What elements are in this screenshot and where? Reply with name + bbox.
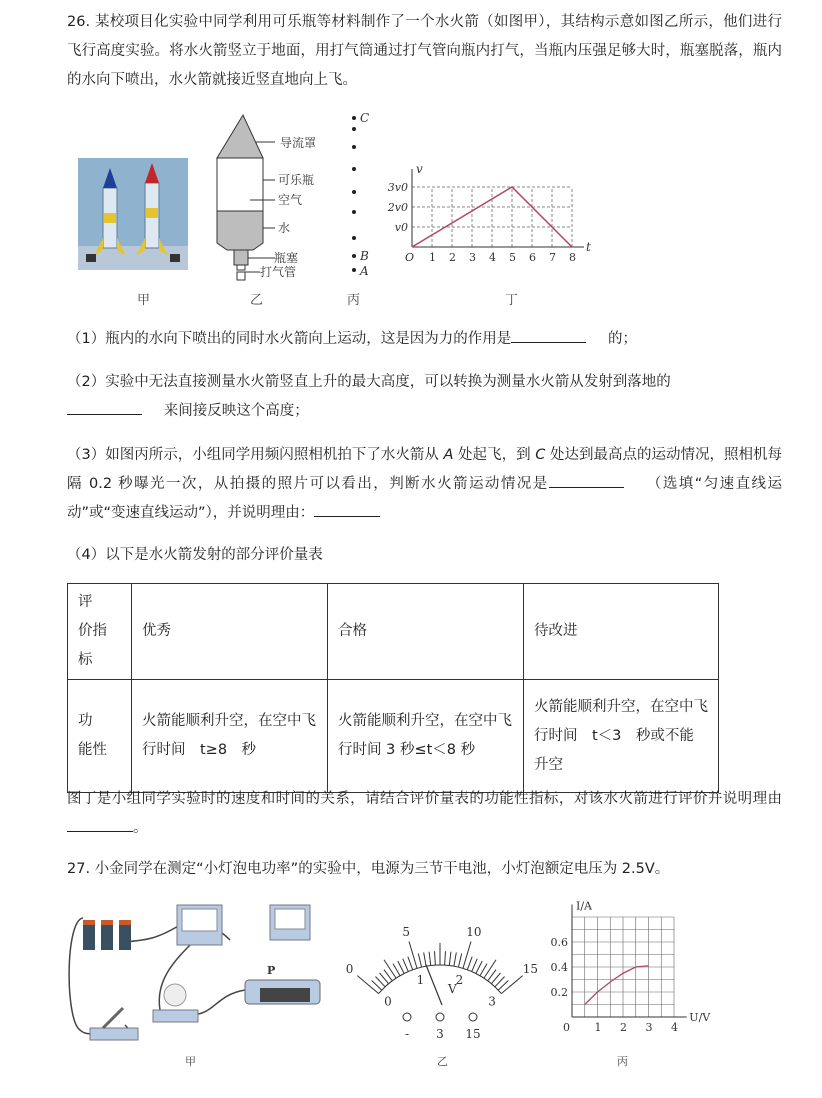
- table-cell: 功 能性: [68, 680, 132, 793]
- table-cell: 火箭能顺利升空，在空中飞行时间 3 秒≤t＜8 秒: [328, 680, 524, 793]
- table-cell: 评 价指标: [68, 584, 132, 680]
- x-tick-label: 1: [429, 251, 436, 264]
- y-axis-label: v: [416, 162, 423, 176]
- x-tick-label: 0: [563, 1021, 570, 1034]
- y-tick-label: v0: [394, 221, 408, 234]
- figure-label-yi: 乙: [250, 293, 264, 308]
- scale-label-15v: 15: [522, 962, 539, 977]
- answer-blank-3a[interactable]: [549, 473, 624, 488]
- rheostat: [245, 980, 320, 1004]
- table-cell: 合格: [328, 584, 524, 680]
- voltmeter: [270, 905, 310, 940]
- water-rocket-photo: [78, 158, 188, 270]
- x-tick-label: 8: [569, 251, 576, 264]
- terminal-label: -: [404, 1027, 410, 1041]
- scale-tick: [454, 952, 456, 966]
- voltmeter-dial: [340, 920, 540, 1045]
- scale-label-15v: 5: [402, 924, 410, 939]
- table-cell: 优秀: [132, 584, 328, 680]
- figure-label-bing: 丙: [347, 293, 361, 308]
- scale-tick: [449, 952, 451, 966]
- terminal-label: 3: [436, 1027, 444, 1041]
- meter-needle: [426, 964, 442, 1005]
- y-tick-label: 2v0: [387, 201, 408, 214]
- evaluation-table: [67, 583, 719, 793]
- scale-tick: [424, 952, 426, 966]
- label-water: 水: [278, 221, 291, 235]
- point-c-label: C: [360, 111, 370, 125]
- y-tick-label: 0.2: [550, 986, 568, 999]
- answer-blank-3b[interactable]: [314, 502, 380, 517]
- terminal-3: [436, 1013, 444, 1021]
- answer-blank-2[interactable]: [67, 400, 142, 415]
- figure-label-27-jia: 甲: [185, 1055, 196, 1068]
- x-tick-label: 2: [449, 251, 456, 264]
- x-tick-label: 6: [529, 251, 536, 264]
- point-b-label: B: [360, 249, 369, 263]
- scale-label-15v: 10: [466, 924, 482, 939]
- y-tick-label: 0.4: [550, 961, 568, 974]
- scale-label-3v: 2: [455, 972, 464, 987]
- scale-tick: [476, 961, 482, 974]
- scale-tick: [435, 951, 436, 965]
- point-a-label: A: [360, 264, 369, 278]
- x-axis-label: t: [586, 240, 591, 254]
- label-pump-tube: 打气管: [260, 265, 297, 279]
- scale-label-3v: 3: [488, 994, 496, 1009]
- scale-label-3v: 0: [384, 994, 392, 1009]
- scale-tick: [480, 964, 487, 976]
- scale-tick: [418, 954, 421, 968]
- x-tick-label: 4: [671, 1021, 678, 1034]
- scale-tick: [408, 957, 413, 970]
- y-tick-label: 0.6: [550, 936, 568, 949]
- label-air: 空气: [278, 193, 303, 207]
- slider-p-label: P: [267, 964, 276, 977]
- terminal-label: 15: [465, 1027, 481, 1041]
- x-tick-label: 5: [509, 251, 516, 264]
- current-voltage-chart: [545, 895, 715, 1035]
- y-tick-label: 3v0: [387, 181, 408, 194]
- terminal-15: [469, 1013, 477, 1021]
- y-axis-label: I/A: [576, 899, 592, 913]
- figure-label-ding: 丁: [505, 293, 519, 308]
- x-tick-label: 1: [594, 1021, 602, 1034]
- scale-arc: [379, 965, 502, 994]
- question-26-4-intro: （4）以下是水火箭发射的部分评价量表: [67, 547, 323, 563]
- scale-tick: [393, 964, 400, 976]
- label-bottle: 可乐瓶: [278, 173, 315, 187]
- answer-blank-1[interactable]: [511, 328, 586, 343]
- question-26-2: （2）实验中无法直接测量水火箭竖直上升的最大高度，可以转换为测量水火箭从发射到落地的 来间接反映这个高度；: [67, 374, 671, 419]
- battery-pack: [83, 920, 131, 950]
- table-header-row: [68, 584, 719, 680]
- x-tick-label: 7: [549, 251, 556, 264]
- figure-label-27-yi: 乙: [437, 1055, 448, 1068]
- velocity-time-chart: [372, 160, 612, 270]
- table-cell: 火箭能顺利升空，在空中飞行时间 t＜3 秒或不能升空: [524, 680, 719, 793]
- circuit-diagram: [65, 900, 335, 1050]
- scale-label-3v: 1: [416, 972, 425, 987]
- x-tick-label: 4: [489, 251, 496, 264]
- table-cell: 待改进: [524, 584, 719, 680]
- table-cell: 火箭能顺利升空，在空中飞行时间 t≥8 秒: [132, 680, 328, 793]
- question-26-4-prompt: 图丁是小组同学实验时的速度和时间的关系，请结合评价量表的功能性指标，对该水火箭进行评价并说明理由。: [67, 791, 782, 836]
- label-stopper: 瓶塞: [274, 251, 299, 265]
- ammeter: [177, 905, 222, 945]
- scale-tick: [398, 961, 404, 974]
- answer-blank-4[interactable]: [67, 817, 133, 832]
- switch: [90, 1008, 138, 1040]
- question-26-intro: 26. 某校项目化实验中同学利用可乐瓶等材料制作了一个水火箭（如图甲），其结构示意如图乙所示，他们进行飞行高度实验。将水火箭竖立于地面，用打气筒通过打气管向瓶内打气，当瓶内压强足够大时，瓶塞脱落，瓶内的水向下喷出，水火箭就接近竖直地向上飞。: [67, 14, 782, 88]
- label-fairing: 导流罩: [280, 136, 317, 150]
- terminal--: [403, 1013, 411, 1021]
- scale-label-15v: 0: [345, 962, 354, 977]
- scale-tick: [384, 960, 396, 978]
- x-tick-label: O: [405, 251, 415, 264]
- unit-label: V: [448, 982, 457, 996]
- scale-tick: [403, 959, 409, 972]
- scale-tick: [472, 959, 478, 972]
- scale-tick: [484, 960, 496, 978]
- figure-label-jia: 甲: [137, 293, 151, 308]
- x-tick-label: 2: [620, 1021, 627, 1034]
- question-26-3: （3）如图丙所示，小组同学用频闪照相机拍下了水火箭从 A 处起飞，到 C 处达到最高点的运动情况，照相机每隔 0.2 秒曝光一次，从拍摄的照片可以看出，判断水火箭运动情况是 （选填“匀速直线运动”或“变速直线运动”），并说明理由：: [67, 447, 783, 521]
- current-curve: [585, 966, 649, 1005]
- x-tick-label: 3: [645, 1021, 653, 1034]
- question-27-intro: 27. 小金同学在测定“小灯泡电功率”的实验中，电源为三节干电池，小灯泡额定电压为 2.5V。: [67, 861, 670, 877]
- x-tick-label: 3: [469, 251, 476, 264]
- figure-label-27-bing: 丙: [617, 1055, 628, 1068]
- x-axis-label: U/V: [689, 1011, 711, 1024]
- scale-tick: [445, 951, 446, 965]
- rocket-structure-diagram: [210, 110, 320, 290]
- scale-tick: [429, 952, 431, 966]
- scale-tick: [458, 954, 461, 968]
- question-26-1: （1）瓶内的水向下喷出的同时水火箭向上运动，这是因为力的作用是 的；: [67, 325, 782, 354]
- scale-tick: [467, 957, 472, 970]
- table-row: [68, 680, 719, 793]
